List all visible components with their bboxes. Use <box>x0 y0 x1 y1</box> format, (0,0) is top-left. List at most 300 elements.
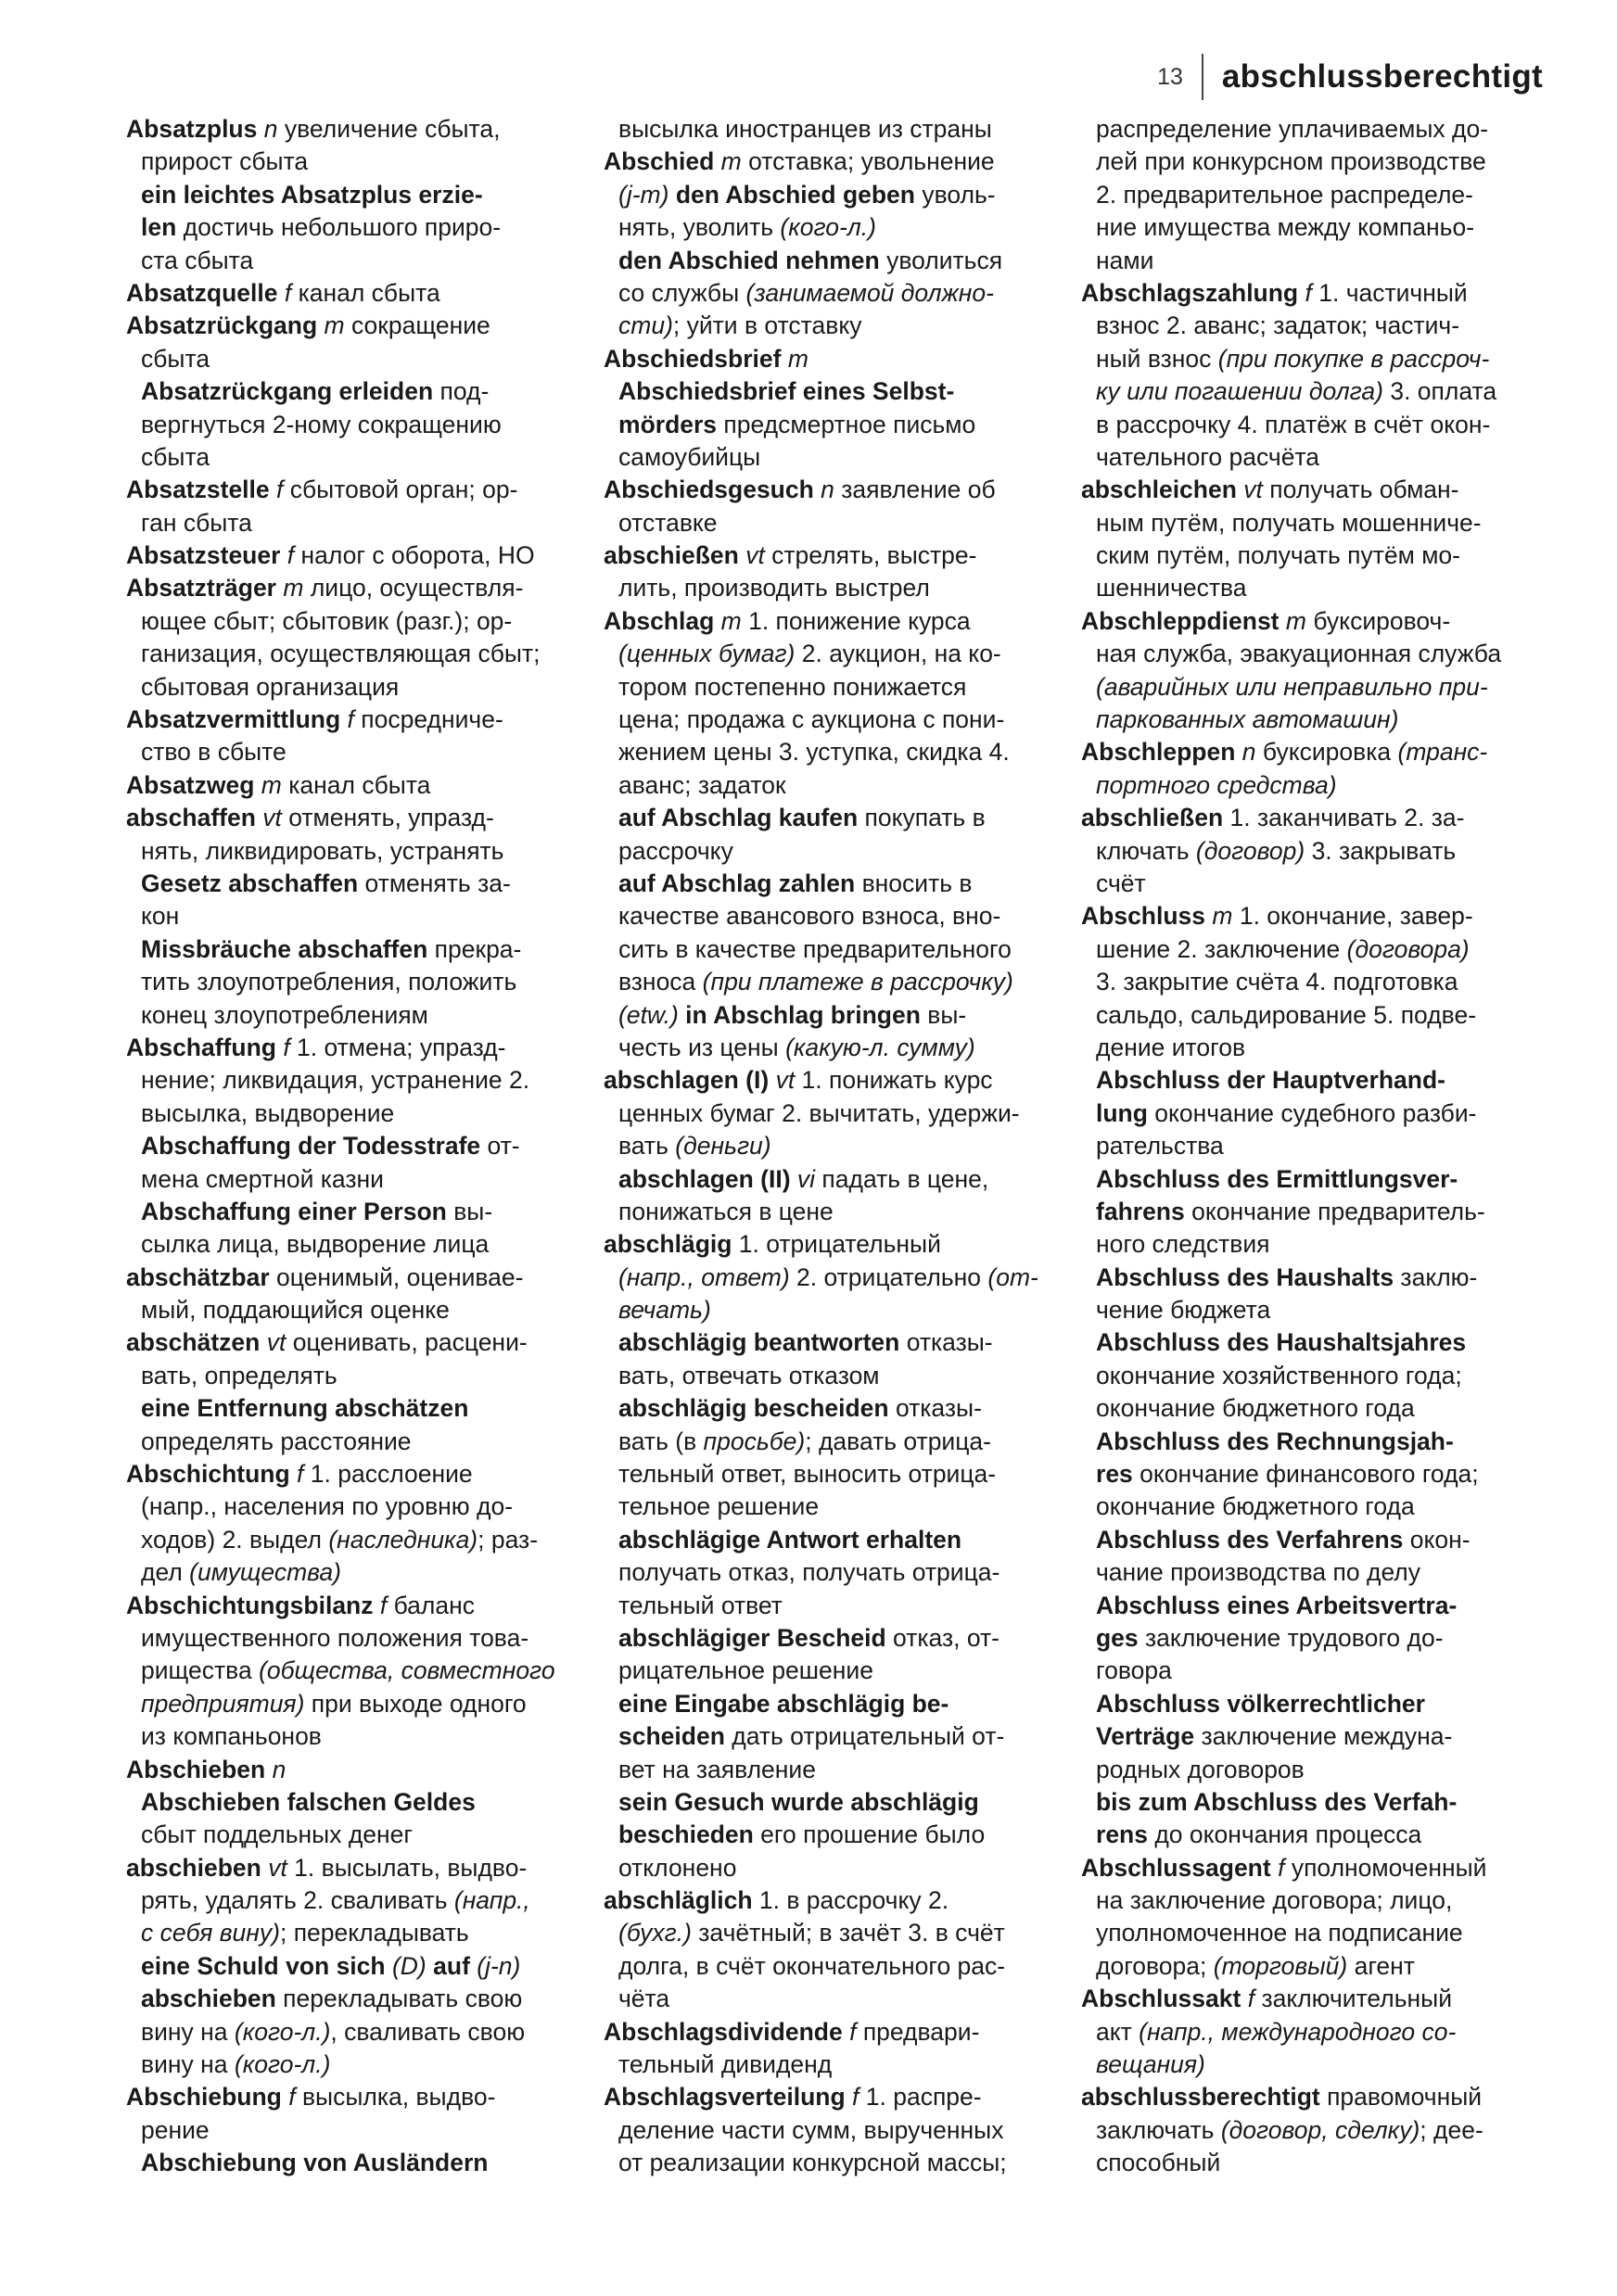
grammar-note-text: (аварийных или неправильно при- <box>1096 672 1488 701</box>
grammar-note-text: f <box>283 1033 290 1061</box>
entry-line <box>604 1950 1047 1983</box>
translation-text: отменять, упразд- <box>281 804 494 832</box>
grammar-note-text: n <box>272 1755 286 1783</box>
entry-line <box>604 409 1047 441</box>
headword-text: Abschiebung von Ausländern <box>141 2149 489 2177</box>
grammar-note-text: ку или погашении долга) <box>1096 377 1383 406</box>
headword-text: abschlägig beantworten <box>618 1328 900 1357</box>
entry-line <box>1081 933 1524 966</box>
grammar-note-text: (наследника) <box>328 1525 478 1554</box>
headword-text: in Abschlag bringen <box>685 1000 921 1029</box>
translation-text: сить в качестве предварительного <box>618 934 1012 963</box>
headword-text: lung <box>1096 1098 1148 1127</box>
entry-line <box>1081 507 1524 539</box>
entry-line <box>126 1688 569 1720</box>
entry-line <box>1081 704 1524 736</box>
headword-text: Gesetz abschaffen <box>141 869 359 897</box>
grammar-note-text: вещания) <box>1096 2050 1205 2079</box>
entry-line <box>1081 1490 1524 1523</box>
grammar-note-text: (D) <box>391 1951 427 1980</box>
translation-text: лицо, осуществля- <box>303 574 524 603</box>
entry-line <box>126 2147 569 2179</box>
translation-text: рассрочку <box>618 836 733 865</box>
entry-line <box>604 1294 1047 1326</box>
translation-text: ство в сбыте <box>141 738 286 767</box>
translation-text: рищества <box>141 1656 260 1685</box>
grammar-note-text: m <box>283 574 304 603</box>
translation-text: в рассрочку 4. платёж в счёт окон- <box>1096 410 1491 438</box>
translation-text: окончание финансового года; <box>1132 1460 1479 1489</box>
translation-text: понижаться в цене <box>618 1197 834 1225</box>
entry-line <box>604 999 1047 1032</box>
headword-text: abschieben <box>126 1853 261 1882</box>
entry-line <box>1081 999 1524 1032</box>
grammar-note-text: f <box>1247 1985 1255 2013</box>
grammar-note-text: (напр., международного со- <box>1139 2017 1457 2046</box>
translation-text: прекра- <box>427 934 522 963</box>
grammar-note-text: (договора) <box>1346 934 1470 963</box>
headword-text: Abschlagszahlung <box>1081 278 1299 307</box>
entry-line <box>1081 572 1524 604</box>
translation-text <box>260 1328 266 1356</box>
translation-text: вергнуться 2-ному сокращению <box>141 410 502 438</box>
grammar-note-text: (j-m) <box>618 180 669 209</box>
entry-line <box>604 671 1047 704</box>
grammar-note-text: (договор, сделку) <box>1220 2115 1420 2144</box>
translation-text: от- <box>480 1132 520 1161</box>
translation-text: высылка иностранцев из страны <box>618 115 992 143</box>
translation-text: ющее сбыт; сбытовик (разг.); ор- <box>141 606 513 635</box>
translation-text: ста сбыта <box>141 246 254 274</box>
entry-line <box>604 1786 1047 1819</box>
headword-text: Absatzrückgang <box>126 311 318 340</box>
translation-text: покупать в <box>858 804 986 832</box>
entry-line <box>126 1556 569 1589</box>
entry-line <box>604 1490 1047 1523</box>
grammar-note-text: (при платеже в рассрочку) <box>702 968 1013 996</box>
translation-text <box>1241 1985 1247 2012</box>
translation-text <box>1280 607 1286 635</box>
entry-line <box>126 1130 569 1162</box>
translation-text: уполномоченный <box>1284 1853 1487 1882</box>
entry-line <box>126 146 569 178</box>
headword-text: auf Abschlag zahlen <box>618 869 856 897</box>
entry-line <box>604 1032 1047 1064</box>
translation-text: ганизация, осуществляющая сбыт; <box>141 640 541 668</box>
grammar-note-text: vt <box>262 804 282 832</box>
translation-text: увеличение сбыта, <box>277 115 501 143</box>
entry-line <box>1081 900 1524 932</box>
translation-text: окончание предваритель- <box>1184 1197 1485 1225</box>
entry-line <box>604 966 1047 998</box>
translation-text <box>290 1460 297 1488</box>
entry-line <box>604 1262 1047 1294</box>
headword-text: Abschluss des Verfahrens <box>1096 1525 1404 1554</box>
entry-line <box>126 1786 569 1819</box>
page-number: 13 <box>1157 63 1183 90</box>
translation-text: окончание судебного разби- <box>1147 1098 1477 1127</box>
headword-text: eine Schuld von sich <box>141 1951 386 1980</box>
entry-line <box>1081 211 1524 244</box>
entry-line <box>604 572 1047 604</box>
entry-line <box>1081 769 1524 802</box>
translation-text: предсмертное письмо <box>717 410 976 438</box>
entry-line <box>126 474 569 506</box>
entry-line <box>1081 2049 1524 2081</box>
entry-line <box>604 638 1047 670</box>
entry-line <box>1081 966 1524 998</box>
translation-text: агент <box>1347 1951 1415 1980</box>
translation-text: лить, производить выстрел <box>618 574 930 603</box>
translation-text: получать отказ, получать отрица- <box>618 1558 1000 1587</box>
entry-line <box>604 1917 1047 1949</box>
entry-line <box>126 835 569 868</box>
guide-word: abschlussberechtigt <box>1221 58 1543 95</box>
headword-text: Abschiebung <box>126 2083 282 2112</box>
entry-line <box>1081 835 1524 868</box>
entry-line <box>126 736 569 768</box>
entry-line <box>126 1622 569 1655</box>
headword-text: fahrens <box>1096 1197 1185 1225</box>
grammar-note-text: (какую-л. сумму) <box>785 1033 975 1061</box>
translation-text: лей при конкурсном производстве <box>1096 147 1486 176</box>
entry-line <box>126 2114 569 2147</box>
translation-text: со службы <box>618 278 746 307</box>
grammar-note-text: паркованных автомашин) <box>1096 705 1399 734</box>
grammar-note-text: (имущества) <box>189 1558 341 1587</box>
grammar-note-text: (ценных бумаг) <box>618 640 796 668</box>
translation-text <box>668 181 675 209</box>
grammar-note-text: (бухг.) <box>618 1919 692 1947</box>
grammar-note-text: m <box>261 770 282 799</box>
entry-line <box>604 1655 1047 1687</box>
entry-line <box>604 1720 1047 1753</box>
headword-text: abschießen <box>604 541 739 570</box>
translation-text: высылка, выдворение <box>141 1098 395 1127</box>
grammar-note-text: предприятия) <box>141 1689 305 1718</box>
translation-text: ; уйти в отставку <box>672 311 862 340</box>
headword-text: abschlägiger Bescheid <box>618 1623 886 1652</box>
headword-text: Abschlagsdividende <box>604 2017 843 2046</box>
translation-text: прирост сбыта <box>141 147 309 176</box>
translation-text: при выходе одного <box>304 1689 527 1718</box>
translation-text: отклонено <box>618 1853 737 1882</box>
entry-line <box>1081 409 1524 441</box>
translation-text <box>340 705 347 733</box>
entry-line <box>126 704 569 736</box>
entry-line <box>1081 441 1524 474</box>
entry-line <box>1081 1950 1524 1983</box>
headword-text: Absatzquelle <box>126 278 278 307</box>
translation-text: вы- <box>446 1197 493 1225</box>
translation-text: 1. понижение курса <box>741 606 971 635</box>
translation-text: достичь небольшого приро- <box>176 213 502 242</box>
translation-text: взнос 2. аванс; задаток; частич- <box>1096 311 1460 340</box>
grammar-note-text: f <box>347 705 354 734</box>
entry-line <box>604 736 1047 768</box>
entry-line <box>604 1754 1047 1786</box>
grammar-note-text: n <box>263 115 278 143</box>
entry-line <box>1081 1524 1524 1556</box>
translation-text: 1. расслоение <box>303 1460 473 1489</box>
headword-text: Absatzrückgang erleiden <box>141 377 434 406</box>
translation-text: отставке <box>618 508 718 537</box>
entry-line <box>126 310 569 342</box>
translation-text: ная служба, эвакуационная служба <box>1096 640 1502 668</box>
headword-text: Abschichtung <box>126 1460 290 1489</box>
headword-text: Missbräuche abschaffen <box>141 934 428 963</box>
translation-text: 1. отмена; упразд- <box>289 1033 506 1061</box>
translation-text: под- <box>433 377 490 406</box>
translation-text: деление части сумм, вырученных <box>618 2115 1004 2144</box>
entry-line <box>126 1228 569 1261</box>
translation-text <box>280 541 286 569</box>
grammar-note-text: f <box>379 1591 388 1619</box>
translation-text: рять, удалять 2. сваливать <box>141 1886 454 1915</box>
entry-line <box>126 211 569 244</box>
headword-text: abschläglich <box>604 1886 753 1915</box>
grammar-note-text: f <box>276 476 284 504</box>
entry-line <box>604 1326 1047 1359</box>
headword-text: auf Abschlag kaufen <box>618 804 859 832</box>
entry-line <box>1081 1426 1524 1458</box>
translation-text <box>257 115 263 143</box>
entry-line <box>1081 1458 1524 1490</box>
entry-line <box>126 1524 569 1556</box>
translation-text: ским путём, получать путём мо- <box>1096 541 1460 570</box>
translation-text <box>781 345 787 373</box>
translation-text: 3. закрытие счёта 4. подготовка <box>1096 968 1458 996</box>
entry-line <box>126 900 569 932</box>
translation-text: 1. отрицательный <box>732 1230 941 1259</box>
grammar-note-text: m <box>720 147 742 176</box>
headword-text: Abschieben <box>126 1755 266 1783</box>
entry-line <box>126 1490 569 1523</box>
entry-line <box>1081 605 1524 638</box>
translation-text <box>843 2018 849 2046</box>
entry-line <box>604 933 1047 966</box>
translation-text: нять, уволить <box>618 213 781 242</box>
entry-line <box>1081 868 1524 900</box>
translation-text <box>791 1165 797 1193</box>
grammar-note-text: (торговый) <box>1213 1951 1348 1980</box>
translation-text <box>265 1756 272 1783</box>
entry-line <box>126 802 569 834</box>
translation-text: вать, отвечать отказом <box>618 1361 880 1389</box>
translation-text: зачётный; в зачёт 3. в счёт <box>691 1919 1005 1947</box>
entry-line <box>126 572 569 604</box>
headword-text: Abschied <box>604 147 715 176</box>
translation-text: на заключение договора; лицо, <box>1096 1886 1453 1915</box>
entry-line <box>1081 113 1524 146</box>
translation-text: заключение междуна- <box>1194 1722 1453 1751</box>
headword-text: Abschluss des Haushaltsjahres <box>1096 1328 1467 1357</box>
entry-line <box>126 605 569 638</box>
entry-line <box>1081 1097 1524 1130</box>
entry-line <box>604 146 1047 178</box>
entry-line <box>604 1688 1047 1720</box>
grammar-note-text: m <box>324 311 345 340</box>
headword-text: Abschaffung <box>126 1033 276 1061</box>
entry-line <box>604 2049 1047 2081</box>
entry-line <box>604 179 1047 211</box>
entry-line <box>126 1917 569 1949</box>
entry-line <box>126 1097 569 1130</box>
translation-text: посредниче- <box>353 705 503 734</box>
entry-line <box>126 245 569 277</box>
translation-text: налог с оборота, НО <box>294 541 535 570</box>
translation-text: правомочный <box>1319 2083 1483 2112</box>
translation-text: тельный дивиденд <box>618 2050 833 2079</box>
grammar-note-text: (при покупке в рассроч- <box>1217 344 1490 373</box>
translation-text: 1. понижать курс <box>795 1066 993 1095</box>
translation-text: буксировка <box>1255 738 1398 767</box>
running-head <box>1157 54 1543 100</box>
entry-line <box>1081 671 1524 704</box>
translation-text: 3. закрывать <box>1305 836 1457 865</box>
translation-text: конец злоупотреблениям <box>141 1000 428 1029</box>
entry-line <box>1081 474 1524 506</box>
entry-line <box>126 1590 569 1622</box>
translation-text: канал сбыта <box>281 770 431 799</box>
translation-text: аванс; задаток <box>618 770 786 799</box>
entry-line <box>126 671 569 704</box>
entry-line <box>1081 1655 1524 1687</box>
translation-text: дел <box>141 1558 190 1587</box>
translation-text: вать, определять <box>141 1361 337 1389</box>
entry-line <box>1081 2081 1524 2113</box>
translation-text: от реализации конкурсной массы; <box>618 2149 1007 2177</box>
entry-line <box>1081 1360 1524 1392</box>
entry-line <box>1081 2114 1524 2147</box>
entry-line <box>1081 736 1524 768</box>
entry-line <box>1081 310 1524 342</box>
translation-text: отказы- <box>899 1328 993 1357</box>
entry-line <box>126 375 569 408</box>
translation-text: чательного расчёта <box>1096 442 1320 471</box>
translation-text: получать обман- <box>1262 476 1459 504</box>
headword-text: Absatzweg <box>126 770 255 799</box>
entry-line <box>604 704 1047 736</box>
grammar-note-text: vi <box>796 1164 816 1193</box>
headword-text: sein Gesuch wurde abschlägig <box>618 1787 979 1816</box>
translation-text: (напр., населения по уровню до- <box>141 1492 514 1521</box>
entry-line <box>1081 146 1524 178</box>
headword-text: beschieden <box>618 1820 754 1849</box>
translation-text: вносить в <box>855 869 973 897</box>
entry-line <box>604 277 1047 310</box>
grammar-note-text: (договор) <box>1195 836 1305 865</box>
translation-text <box>1271 1854 1278 1882</box>
translation-text: рение <box>141 2115 210 2144</box>
entry-line <box>604 2147 1047 2179</box>
entry-line <box>126 409 569 441</box>
translation-text: 2. отрицательно <box>789 1262 988 1291</box>
entry-line <box>1081 638 1524 670</box>
entry-line <box>126 179 569 211</box>
entry-line <box>1081 1688 1524 1720</box>
translation-text: 2. предварительное распределе- <box>1096 180 1473 209</box>
entry-line <box>604 310 1047 342</box>
translation-text <box>714 147 720 175</box>
grammar-note-text: вечать) <box>618 1296 711 1325</box>
entry-line <box>1081 375 1524 408</box>
headword-text: Absatzsteuer <box>126 541 281 570</box>
translation-text: жением цены 3. уступка, скидка 4. <box>618 738 1010 767</box>
grammar-note-text: портного средства) <box>1096 770 1337 799</box>
entry-line <box>1081 1064 1524 1097</box>
entry-line <box>126 868 569 900</box>
translation-text: ного следствия <box>1096 1230 1270 1259</box>
entry-line <box>604 1064 1047 1097</box>
entry-line <box>1081 1720 1524 1753</box>
headword-text: abschlagen (II) <box>618 1164 791 1193</box>
translation-text: вину на <box>141 2017 235 2046</box>
entry-line <box>604 474 1047 506</box>
entry-line <box>126 1392 569 1425</box>
headword-text: den Abschied geben <box>675 180 915 209</box>
entry-line <box>1081 277 1524 310</box>
translation-text: чение бюджета <box>1096 1296 1271 1325</box>
entry-line <box>1081 1852 1524 1884</box>
translation-text: счёт <box>1096 869 1146 897</box>
entry-line <box>604 1884 1047 1917</box>
headword-text: scheiden <box>618 1722 725 1751</box>
translation-text: нение; ликвидация, устранение 2. <box>141 1066 530 1095</box>
translation-text: оценивать, расцени- <box>286 1328 528 1357</box>
translation-text: 2. аукцион, на ко- <box>795 640 1001 668</box>
headword-text: Verträge <box>1096 1722 1195 1751</box>
translation-text <box>1298 279 1305 307</box>
translation-text: сбыта <box>141 344 210 373</box>
grammar-note-text: vt <box>266 1328 286 1357</box>
entry-line <box>1081 1032 1524 1064</box>
entry-line <box>604 1458 1047 1490</box>
translation-text: тельное решение <box>618 1492 820 1521</box>
grammar-note-text: m <box>720 606 742 635</box>
translation-text: его прошение было <box>753 1820 986 1849</box>
entry-line <box>1081 1228 1524 1261</box>
entry-line <box>1081 1392 1524 1425</box>
headword-text: Absatzstelle <box>126 476 270 504</box>
translation-text: окончание бюджетного года <box>1096 1492 1415 1521</box>
translation-text <box>846 2083 852 2111</box>
entry-line <box>126 966 569 998</box>
entry-line <box>1081 1786 1524 1819</box>
entry-line <box>604 1163 1047 1196</box>
translation-text: самоубийцы <box>618 442 761 471</box>
translation-text <box>317 311 324 339</box>
grammar-note-text: n <box>1241 738 1256 767</box>
entry-line <box>126 1196 569 1228</box>
translation-text: качестве авансового взноса, вно- <box>618 902 1001 931</box>
translation-text: чание производства по делу <box>1096 1558 1421 1587</box>
grammar-note-text: (etw.) <box>618 1000 679 1029</box>
translation-text: высылка, выдво- <box>295 2083 496 2112</box>
translation-text: ; давать отрица- <box>805 1427 991 1455</box>
headword-text: ein leichtes Absatzplus erzie- <box>141 180 483 209</box>
headword-text: Abschaffung einer Person <box>141 1197 447 1225</box>
entry-line <box>126 343 569 375</box>
headword-text: auf <box>433 1951 470 1980</box>
translation-text: вать (в <box>618 1427 704 1455</box>
translation-text: сылка лица, выдворение лица <box>141 1230 490 1259</box>
translation-text: окончание хозяйственного года; <box>1096 1361 1462 1389</box>
translation-text: тором постепенно понижается <box>618 672 967 701</box>
translation-text: мый, поддающийся оценке <box>141 1296 450 1325</box>
entry-line <box>1081 1262 1524 1294</box>
headword-text: bis zum Abschluss des Verfah- <box>1096 1787 1458 1816</box>
